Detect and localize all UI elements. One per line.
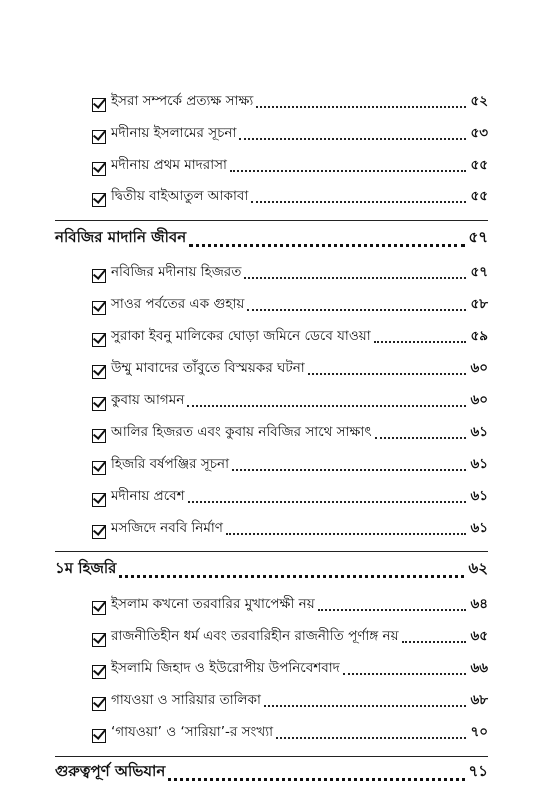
toc-chapter[interactable]	[55, 230, 488, 254]
dot-leader	[168, 778, 464, 781]
entry-title: গাযওয়া ও সারিয়ার তালিকা	[111, 692, 261, 708]
toc-entry[interactable]	[92, 391, 488, 415]
checkbox-icon	[92, 461, 106, 475]
toc-entry[interactable]	[92, 519, 488, 543]
checkbox-icon	[92, 301, 106, 315]
toc-entry[interactable]	[92, 455, 488, 479]
dot-leader	[264, 705, 467, 707]
dot-leader	[187, 405, 466, 407]
dot-leader	[256, 106, 466, 108]
entry-title: ইসলামি জিহাদ ও ইউরোপীয় উপনিবেশবাদ	[111, 660, 340, 676]
toc-entry[interactable]	[92, 595, 488, 619]
checkbox-icon	[92, 665, 106, 679]
dot-leader	[375, 437, 467, 439]
checkbox-icon	[92, 633, 106, 647]
chapter-page-number: ৭১	[468, 762, 488, 780]
entry-title: নবিজির মদীনায় হিজরত	[111, 264, 242, 280]
chapter-title: ১ম হিজরি	[55, 559, 117, 577]
entry-title: ইসলাম কখনো তরবারির মুখাপেক্ষী নয়	[111, 596, 315, 612]
checkbox-icon	[92, 130, 106, 144]
entry-page-number: ৬০	[470, 360, 488, 376]
checkbox-icon	[92, 162, 106, 176]
checkbox-icon	[92, 333, 106, 347]
entry-page-number: ৬১	[470, 424, 488, 440]
toc-entry[interactable]	[92, 487, 488, 511]
dot-leader	[119, 575, 464, 578]
dot-leader	[188, 501, 467, 503]
entry-page-number: ৬৮	[470, 692, 488, 708]
checkbox-icon	[92, 269, 106, 283]
entry-page-number: ৬৬	[470, 660, 488, 676]
entry-page-number: ৫৫	[470, 188, 488, 204]
toc-entry[interactable]	[92, 263, 488, 287]
dot-leader	[189, 244, 464, 247]
dot-leader	[230, 170, 467, 172]
toc-entry[interactable]	[92, 327, 488, 351]
entry-page-number: ৫৯	[470, 328, 488, 344]
entry-page-number: ৬১	[470, 456, 488, 472]
chapter-page-number: ৬২	[468, 559, 488, 577]
dot-leader	[244, 277, 466, 279]
dot-leader	[343, 673, 467, 675]
checkbox-icon	[92, 525, 106, 539]
toc-entry[interactable]	[92, 627, 488, 651]
entry-title: মদীনায় প্রবেশ	[111, 488, 185, 504]
toc-entry[interactable]	[92, 156, 488, 180]
toc-entry[interactable]	[92, 124, 488, 148]
chapter-title: গুরুত্বপূর্ণ অভিযান	[55, 762, 166, 780]
toc-entry[interactable]	[92, 187, 488, 211]
entry-page-number: ৬১	[470, 520, 488, 536]
chapter-title: নবিজির মাদানি জীবন	[55, 228, 187, 246]
toc-entry[interactable]	[92, 92, 488, 116]
checkbox-icon	[92, 98, 106, 112]
entry-title: আলির হিজরত এবং কুবায় নবিজির সাথে সাক্ষাৎ	[111, 424, 372, 440]
entry-page-number: ৬১	[470, 488, 488, 504]
toc-entry[interactable]	[92, 723, 488, 747]
toc-chapter[interactable]	[55, 764, 488, 788]
entry-title: মদীনায় প্রথম মাদরাসা	[111, 157, 227, 173]
entry-title: ইসরা সম্পর্কে প্রত্যক্ষ সাক্ষ্য	[111, 93, 254, 109]
dot-leader	[247, 309, 466, 311]
dot-leader	[226, 533, 467, 535]
toc-chapter[interactable]	[55, 561, 488, 585]
entry-page-number: ৬০	[470, 392, 488, 408]
checkbox-icon	[92, 193, 106, 207]
section-divider	[55, 551, 488, 552]
entry-title: সুরাকা ইবনু মালিকের ঘোড়া জমিনে ডেবে যাওয়া	[111, 328, 371, 344]
dot-leader	[374, 341, 467, 343]
entry-title: সাওর পর্বতের এক গুহায়	[111, 296, 245, 312]
entry-title: ‘গাযওয়া’ ও ‘সারিয়া’-র সংখ্যা	[111, 724, 274, 740]
section-divider	[55, 756, 488, 757]
dot-leader	[308, 373, 467, 375]
dot-leader	[276, 737, 466, 739]
entry-title: কুবায় আগমন	[111, 392, 185, 408]
checkbox-icon	[92, 429, 106, 443]
entry-page-number: ৭০	[470, 724, 488, 740]
entry-page-number: ৫৭	[470, 264, 488, 280]
entry-page-number: ৫৮	[470, 296, 488, 312]
checkbox-icon	[92, 493, 106, 507]
entry-title: মদীনায় ইসলামের সূচনা	[111, 125, 237, 141]
toc-entry[interactable]	[92, 359, 488, 383]
dot-leader	[232, 469, 466, 471]
dot-leader	[318, 609, 467, 611]
toc-entry[interactable]	[92, 691, 488, 715]
checkbox-icon	[92, 397, 106, 411]
dot-leader	[251, 201, 466, 203]
entry-page-number: ৬৪	[470, 596, 488, 612]
chapter-page-number: ৫৭	[468, 228, 488, 246]
toc-entry[interactable]	[92, 423, 488, 447]
entry-page-number: ৫৩	[470, 125, 488, 141]
entry-title: রাজনীতিহীন ধর্ম এবং তরবারিহীন রাজনীতি পূর্ণাঙ্গ নয়	[111, 628, 399, 644]
checkbox-icon	[92, 601, 106, 615]
entry-page-number: ৫২	[470, 93, 488, 109]
dot-leader	[402, 641, 467, 643]
entry-title: দ্বিতীয় বাইআতুল আকাবা	[111, 188, 249, 204]
checkbox-icon	[92, 729, 106, 743]
toc-entry[interactable]	[92, 295, 488, 319]
dot-leader	[239, 138, 466, 140]
entry-page-number: ৬৫	[470, 628, 488, 644]
checkbox-icon	[92, 697, 106, 711]
entry-title: উম্মু মাবাদের তাঁবুতে বিস্ময়কর ঘটনা	[111, 360, 305, 376]
entry-title: মসজিদে নববি নির্মাণ	[111, 520, 223, 536]
checkbox-icon	[92, 365, 106, 379]
toc-entry[interactable]	[92, 659, 488, 683]
entry-title: হিজরি বর্ষপঞ্জির সূচনা	[111, 456, 230, 472]
section-divider	[55, 220, 488, 221]
entry-page-number: ৫৫	[470, 157, 488, 173]
